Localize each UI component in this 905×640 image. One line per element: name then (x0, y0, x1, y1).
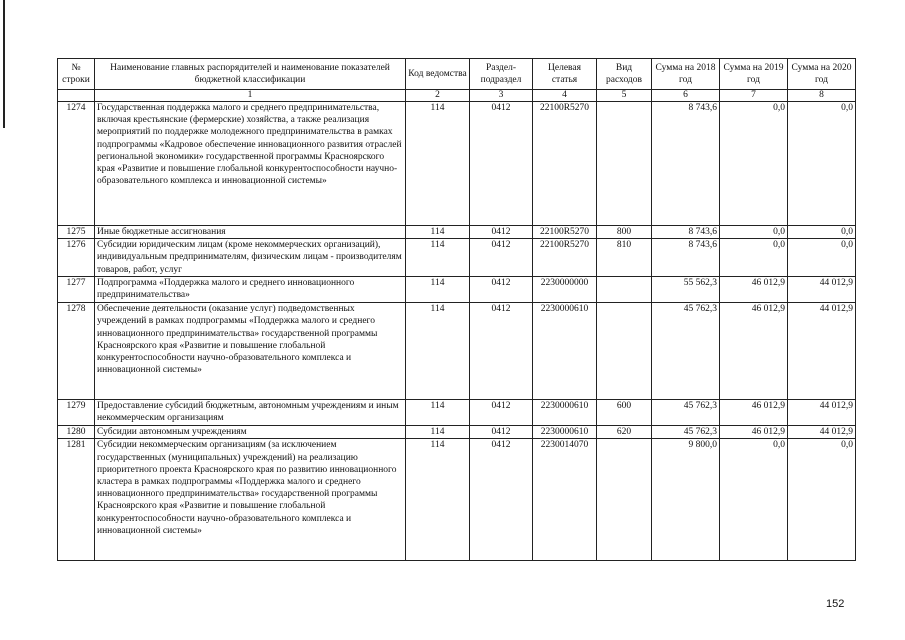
row-sum-2018: 8 743,6 (652, 226, 720, 239)
row-razdel: 0412 (470, 226, 533, 239)
table-row (58, 400, 856, 426)
row-vid (597, 439, 652, 561)
row-vid: 810 (597, 239, 652, 277)
row-razdel: 0412 (470, 277, 533, 303)
table-row (58, 439, 856, 561)
row-sum-2019: 46 012,9 (720, 400, 788, 426)
column-number: 1 (95, 90, 406, 102)
row-sum-2020: 0,0 (788, 239, 856, 277)
row-razdel: 0412 (470, 439, 533, 561)
row-sum-2020: 44 012,9 (788, 426, 856, 439)
row-number: 1274 (58, 102, 95, 226)
row-vid (597, 303, 652, 400)
row-vid: 620 (597, 426, 652, 439)
row-vedomstvo: 114 (406, 400, 470, 426)
column-number: 8 (788, 90, 856, 102)
row-number: 1279 (58, 400, 95, 426)
row-name: Субсидии некоммерческим организациям (за исключением государственных (муниципальных) учреждений) на реализацию приоритетного проекта Красноярского края по развитию инновационного кластера в рамках подпрограммы «Поддержка малого и среднего инновационного предпринимательства» государственной программы Красноярского края «Развитие и повышение глобальной конкурентоспособности научно-образовательного комплекса и инновационной системы» (95, 439, 406, 561)
row-sum-2018: 45 762,3 (652, 303, 720, 400)
row-vedomstvo: 114 (406, 277, 470, 303)
column-number: 3 (470, 90, 533, 102)
row-sum-2020: 0,0 (788, 226, 856, 239)
row-name: Подпрограмма «Поддержка малого и среднего инновационного предпринимательства» (95, 277, 406, 303)
row-sum-2019: 46 012,9 (720, 303, 788, 400)
row-name: Государственная поддержка малого и среднего предпринимательства, включая крестьянские (фермерские) хозяйства, а также реализация мероприятий по поддержке молодежного предпринимательства в рамках подпрограммы «Кадровое обеспечение инновационного развития отраслей региональной экономики» государственной программы Красноярского края «Развитие и повышение глобальной конкурентоспособности научно-образовательного комплекса и инновационной системы» (95, 102, 406, 226)
row-name: Иные бюджетные ассигнования (95, 226, 406, 239)
scan-edge-mark (3, 0, 5, 128)
row-sum-2018: 9 800,0 (652, 439, 720, 561)
header-razdel: Раздел-подраздел (470, 59, 533, 90)
row-sum-2019: 0,0 (720, 102, 788, 226)
row-statya: 2230000000 (533, 277, 597, 303)
row-number: 1281 (58, 439, 95, 561)
table-row (58, 102, 856, 226)
row-razdel: 0412 (470, 400, 533, 426)
row-vid: 800 (597, 226, 652, 239)
row-number: 1277 (58, 277, 95, 303)
header-sum-2019: Сумма на 2019 год (720, 59, 788, 90)
table-row (58, 239, 856, 277)
column-number: 6 (652, 90, 720, 102)
row-sum-2020: 0,0 (788, 102, 856, 226)
row-sum-2019: 46 012,9 (720, 277, 788, 303)
column-number (58, 90, 95, 102)
row-sum-2019: 0,0 (720, 439, 788, 561)
row-statya: 22100R5270 (533, 239, 597, 277)
row-sum-2019: 46 012,9 (720, 426, 788, 439)
table-row (58, 426, 856, 439)
column-number: 4 (533, 90, 597, 102)
column-number: 2 (406, 90, 470, 102)
row-name: Обеспечение деятельности (оказание услуг) подведомственных учреждений в рамках подпрограммы «Поддержка малого и среднего инновационного предпринимательства» государственной программы Красноярского края «Развитие и повышение глобальной конкурентоспособности научно-образовательного комплекса и инновационной системы» (95, 303, 406, 400)
row-number: 1275 (58, 226, 95, 239)
row-vedomstvo: 114 (406, 439, 470, 561)
row-vedomstvo: 114 (406, 102, 470, 226)
row-razdel: 0412 (470, 303, 533, 400)
table-row (58, 303, 856, 400)
row-vedomstvo: 114 (406, 426, 470, 439)
row-sum-2020: 44 012,9 (788, 277, 856, 303)
row-number: 1276 (58, 239, 95, 277)
row-vedomstvo: 114 (406, 226, 470, 239)
row-statya: 22100R5270 (533, 226, 597, 239)
row-number: 1278 (58, 303, 95, 400)
row-number: 1280 (58, 426, 95, 439)
row-razdel: 0412 (470, 102, 533, 226)
row-vedomstvo: 114 (406, 303, 470, 400)
row-sum-2018: 45 762,3 (652, 400, 720, 426)
header-vedomstvo: Код ведомства (406, 59, 470, 90)
table-row (58, 226, 856, 239)
row-sum-2020: 44 012,9 (788, 400, 856, 426)
row-statya: 2230000610 (533, 426, 597, 439)
row-vedomstvo: 114 (406, 239, 470, 277)
row-name: Субсидии автономным учреждениям (95, 426, 406, 439)
row-razdel: 0412 (470, 239, 533, 277)
header-statya: Целевая статья (533, 59, 597, 90)
row-vid: 600 (597, 400, 652, 426)
column-number: 7 (720, 90, 788, 102)
row-sum-2018: 45 762,3 (652, 426, 720, 439)
row-name: Субсидии юридическим лицам (кроме некоммерческих организаций), индивидуальным предпринимателям, физическим лицам - производителям товаров, работ, услуг (95, 239, 406, 277)
header-name: Наименование главных распорядителей и наименование показателей бюджетной классификации (95, 59, 406, 90)
header-row (58, 59, 856, 90)
row-sum-2018: 8 743,6 (652, 239, 720, 277)
row-name: Предоставление субсидий бюджетным, автономным учреждениям и иным некоммерческим организациям (95, 400, 406, 426)
header-row-num: № строки (58, 59, 95, 90)
header-sum-2018: Сумма на 2018 год (652, 59, 720, 90)
column-number: 5 (597, 90, 652, 102)
budget-table (57, 58, 856, 561)
row-statya: 2230014070 (533, 439, 597, 561)
row-vid (597, 277, 652, 303)
row-sum-2020: 0,0 (788, 439, 856, 561)
row-statya: 2230000610 (533, 303, 597, 400)
page-number: 152 (826, 598, 845, 610)
row-vid (597, 102, 652, 226)
row-sum-2018: 55 562,3 (652, 277, 720, 303)
table-row (58, 277, 856, 303)
row-sum-2018: 8 743,6 (652, 102, 720, 226)
column-number-row (58, 90, 856, 102)
row-sum-2020: 44 012,9 (788, 303, 856, 400)
header-vid: Вид расходов (597, 59, 652, 90)
row-razdel: 0412 (470, 426, 533, 439)
row-sum-2019: 0,0 (720, 239, 788, 277)
row-statya: 22100R5270 (533, 102, 597, 226)
header-sum-2020: Сумма на 2020 год (788, 59, 856, 90)
row-statya: 2230000610 (533, 400, 597, 426)
row-sum-2019: 0,0 (720, 226, 788, 239)
